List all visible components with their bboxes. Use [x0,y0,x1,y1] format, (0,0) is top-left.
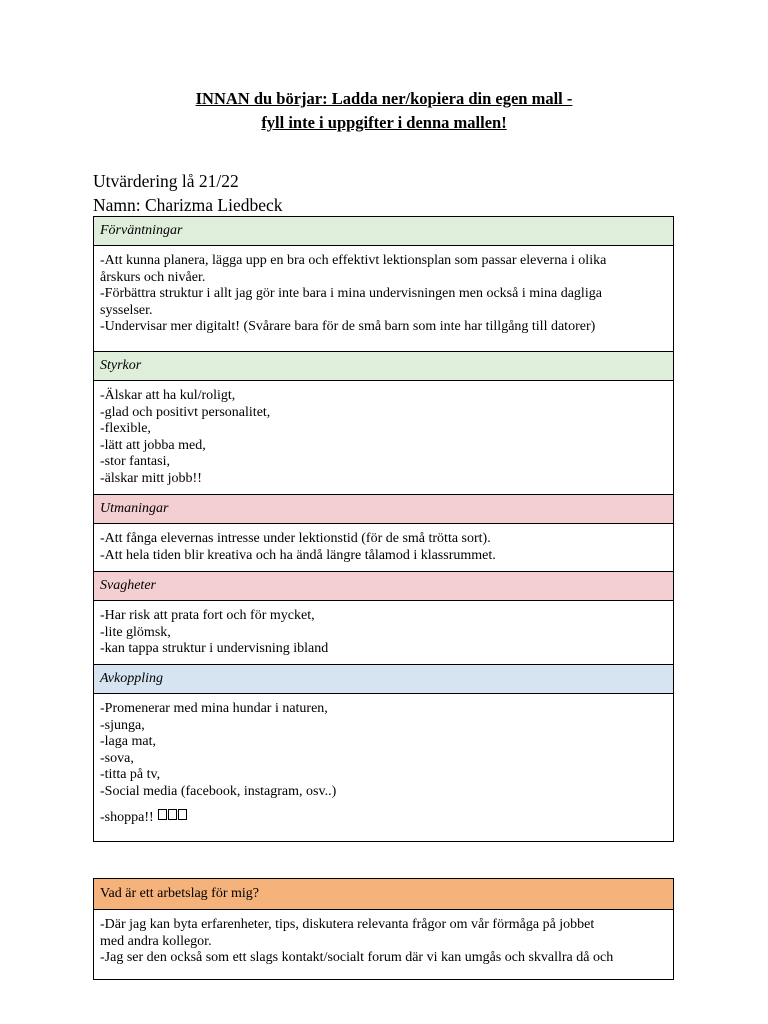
section-title-weaknesses: Svagheter [94,572,673,601]
section-strengths [94,351,673,494]
team-table [93,878,674,980]
text-line: -Promenerar med mina hundar i naturen, [100,701,328,716]
team-answer-body [94,910,673,979]
evaluation-title: Utvärdering lå 21/22 [93,171,239,191]
name-line: Namn: Charizma Liedbeck [93,195,283,215]
text-line: -sjunga, [100,717,145,733]
text-line-shopping [100,809,667,827]
text-line: -lätt att jobba med, [100,437,206,453]
text-line: -sova, [100,750,134,766]
section-body-expectations [94,246,673,351]
section-expectations [94,217,673,351]
evaluation-table [93,216,674,842]
team-question-header: Vad är ett arbetslag för mig? [94,879,673,910]
text-line: -Att kunna planera, lägga upp en bra och effektivt lektionsplan som passar eleverna i olika [100,253,607,268]
text-line: -älskar mitt jobb!! [100,470,202,486]
text-line: -flexible, [100,421,151,437]
section-body-challenges [94,524,673,571]
section-weaknesses [94,571,673,664]
text-line: -Undervisar mer digitalt! (Svårare bara för de små barn som inte har tillgång till datorer) [100,319,596,335]
section-challenges [94,494,673,571]
text-line: -lite glömsk, [100,624,171,640]
missing-glyph-icon [158,809,167,820]
text-line: -Social media (facebook, instagram, osv..) [100,783,337,799]
heading-line-1: INNAN du börjar: Ladda ner/kopiera din egen mall - [195,89,573,108]
text-line: -stor fantasi, [100,454,170,470]
text-line: -Älskar att ha kul/roligt, [100,388,236,403]
text-line: -Har risk att prata fort och för mycket, [100,608,315,623]
text-line: -titta på tv, [100,767,161,783]
text-line: -Där jag kan byta erfarenheter, tips, diskutera relevanta frågor om vår förmåga på jobbet [100,917,595,932]
heading-line-2: fyll inte i uppgifter i denna mallen! [261,113,507,132]
missing-glyph-icon [178,809,187,820]
text-line: -Att hela tiden blir kreativa och ha ändå längre tålamod i klassrummet. [100,547,496,563]
section-body-strengths [94,381,673,494]
section-relaxation [94,664,673,841]
section-title-challenges: Utmaningar [94,495,673,524]
text-line: -Att fånga elevernas intresse under lektionstid (för de små trötta sort). [100,531,491,546]
text-line: -Jag ser den också som ett slags kontakt/socialt forum där vi kan umgås och skvallra då och [100,950,614,966]
text-line: årskurs och nivåer. [100,269,206,285]
text-line: sysselser. [100,302,153,318]
section-title-strengths: Styrkor [94,352,673,381]
section-body-weaknesses [94,601,673,664]
shopping-text: -shoppa!! [100,809,154,825]
text-line: med andra kollegor. [100,933,212,949]
text-line: -Förbättra struktur i allt jag gör inte bara i mina undervisningen men också i mina dagliga [100,286,602,302]
section-title-expectations: Förväntningar [94,217,673,246]
text-line: -kan tappa struktur i undervisning ibland [100,641,329,657]
missing-glyph-icon [168,809,177,820]
text-line: -glad och positivt personalitet, [100,404,271,420]
text-line: -laga mat, [100,734,156,750]
section-body-relaxation [94,694,673,841]
section-title-relaxation: Avkoppling [94,665,673,694]
